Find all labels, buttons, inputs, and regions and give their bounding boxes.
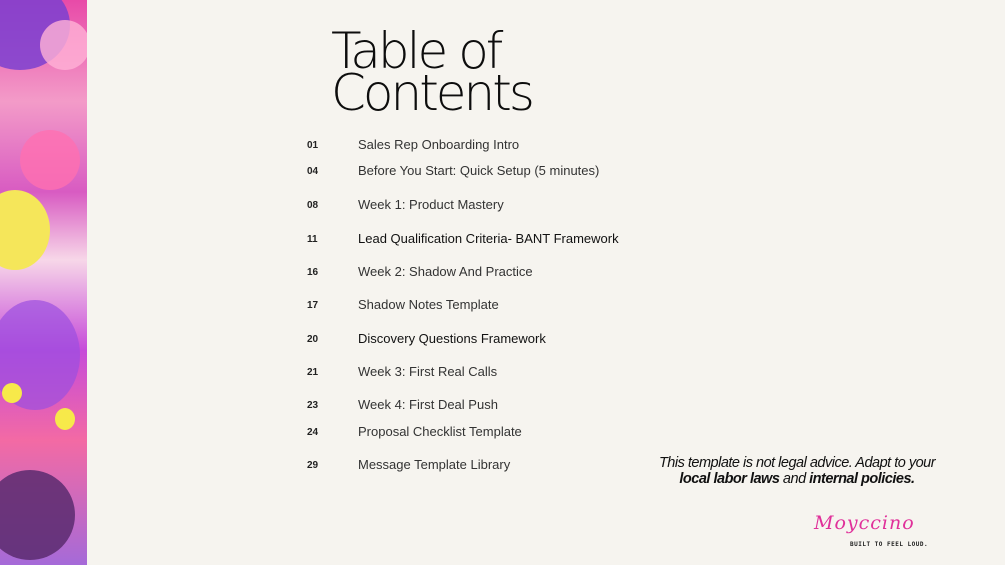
- toc-page-number: 20: [307, 334, 319, 345]
- toc-page-number: 08: [307, 200, 319, 211]
- toc-entry-label: Week 4: First Deal Push: [358, 397, 498, 412]
- toc-page-number: 04: [307, 166, 319, 177]
- art-dark-blob: [0, 470, 75, 560]
- toc-entry-label: Before You Start: Quick Setup (5 minutes): [358, 163, 600, 178]
- toc-entry-label: Week 1: Product Mastery: [358, 197, 504, 212]
- page-title: [331, 22, 532, 122]
- title-line-1: Table of: [331, 22, 501, 80]
- toc-page-number: 17: [307, 300, 319, 311]
- brand-logo: Moyccino: [814, 512, 915, 534]
- toc-entry-label: Week 3: First Real Calls: [358, 364, 498, 379]
- toc-entry-label: Discovery Questions Framework: [358, 331, 546, 346]
- toc-row[interactable]: [0, 163, 700, 183]
- art-pink-blob: [40, 20, 87, 70]
- toc-row[interactable]: [0, 424, 700, 444]
- toc-entry-label: Message Template Library: [358, 457, 511, 472]
- toc-entry-label: Proposal Checklist Template: [358, 424, 522, 439]
- toc-row[interactable]: [0, 264, 700, 284]
- toc-entry-label: Lead Qualification Criteria- BANT Framework: [358, 231, 619, 246]
- toc-entry-label: Week 2: Shadow And Practice: [358, 264, 533, 279]
- toc-page-number: 24: [307, 427, 319, 438]
- toc-row[interactable]: [0, 197, 700, 217]
- disclaimer-line-1: This template is not legal advice. Adapt to your: [658, 455, 936, 471]
- toc-row[interactable]: [0, 331, 700, 351]
- toc-row[interactable]: [0, 297, 700, 317]
- toc-row[interactable]: [0, 137, 700, 157]
- toc-entry-label: Shadow Notes Template: [358, 297, 499, 312]
- toc-row[interactable]: [0, 231, 700, 251]
- toc-page-number: 01: [307, 140, 319, 151]
- toc-row[interactable]: [0, 457, 700, 477]
- title-line-2: Contents: [331, 64, 532, 122]
- toc-row[interactable]: [0, 364, 700, 384]
- toc-page-number: 29: [307, 460, 319, 471]
- toc-page-number: 23: [307, 400, 319, 411]
- toc-entry-label: Sales Rep Onboarding Intro: [358, 137, 520, 152]
- legal-disclaimer: [600, 455, 994, 487]
- toc-page-number: 11: [307, 234, 318, 245]
- disclaimer-connector: and: [779, 471, 810, 487]
- brand-tagline: BUILT TO FEEL LOUD.: [850, 541, 929, 548]
- disclaimer-emphasis-2: internal policies.: [809, 471, 915, 487]
- disclaimer-emphasis-1: local labor laws: [679, 471, 780, 487]
- toc-page-number: 16: [307, 267, 319, 278]
- toc-page-number: 21: [307, 367, 319, 378]
- toc-row[interactable]: [0, 397, 700, 417]
